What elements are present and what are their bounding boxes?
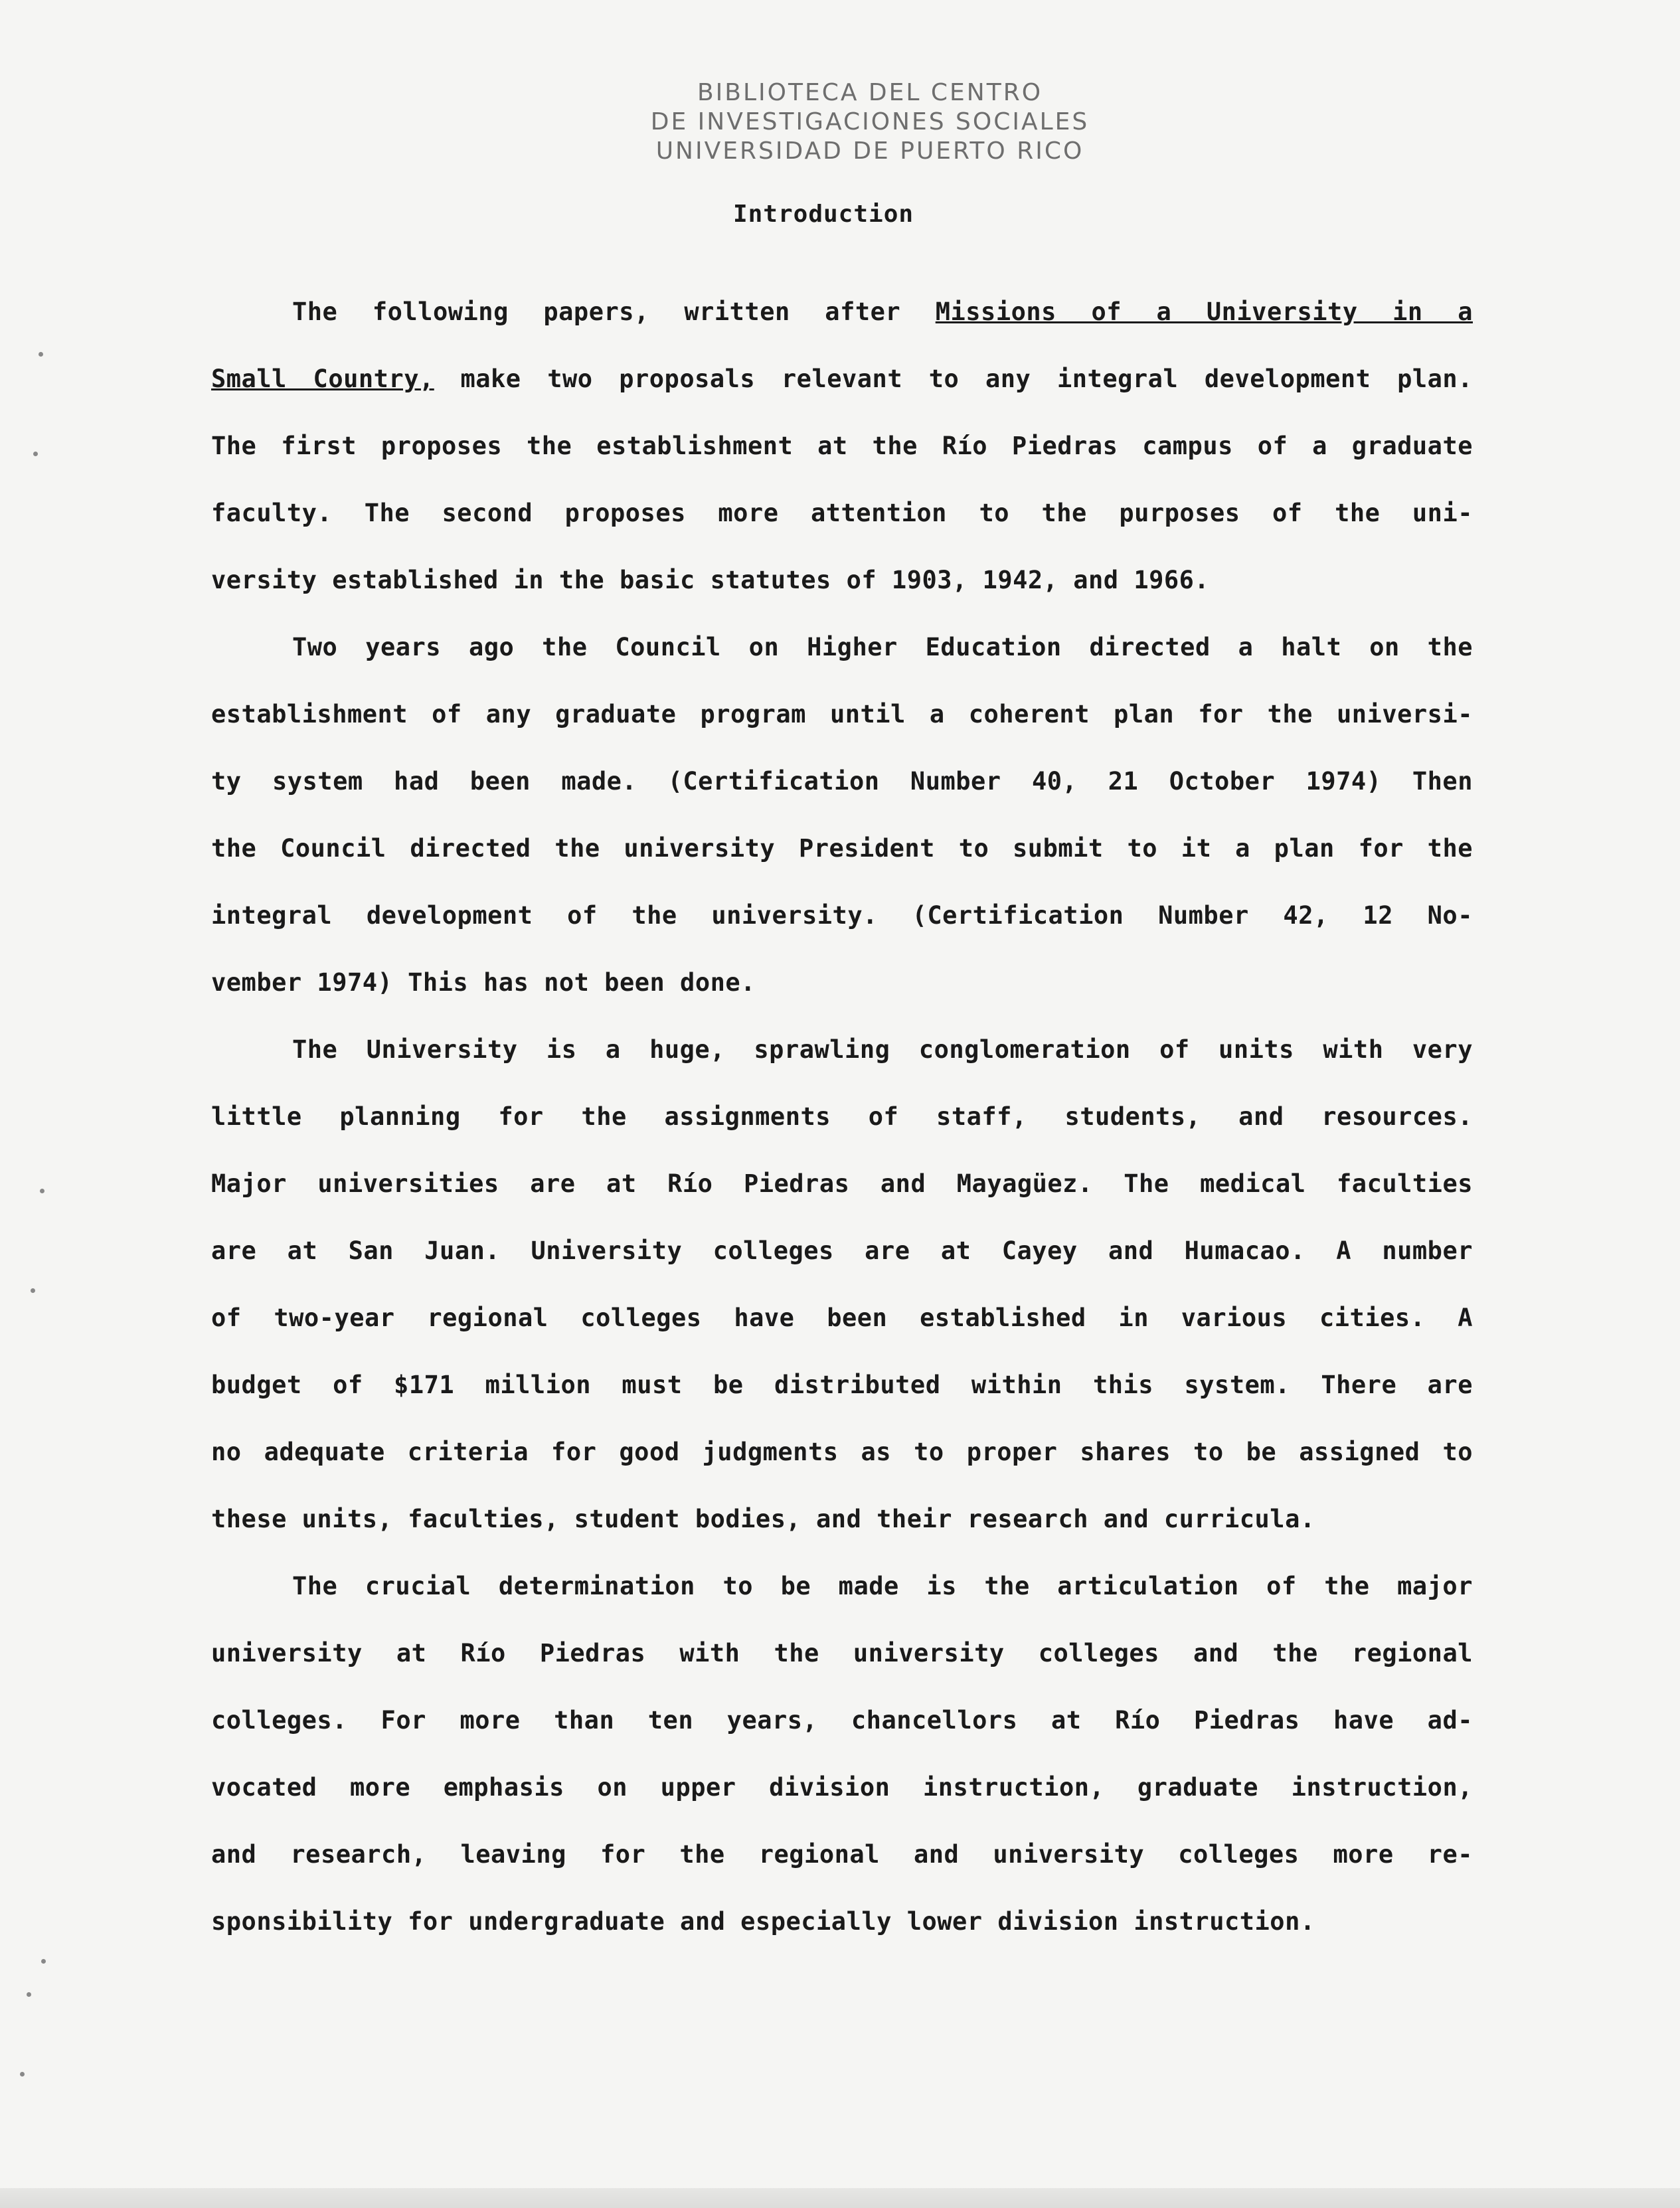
text-line (211, 1302, 1473, 1369)
scan-speck (31, 1288, 35, 1293)
text-line (211, 363, 1473, 430)
scan-speck (40, 1189, 44, 1193)
text-line (211, 1234, 1473, 1302)
text-line (211, 1771, 1473, 1838)
text-segment: colleges. For more than ten years, chancellors at Río Piedras have ad- (211, 1706, 1473, 1735)
underlined-title-text: Small Country, (211, 365, 434, 393)
text-line (211, 296, 1473, 363)
text-segment: and research, leaving for the regional and university colleges more re- (211, 1840, 1473, 1869)
text-segment: sponsibility for undergraduate and especially lower division instruction. (211, 1907, 1315, 1936)
text-segment: ty system had been made. (Certification Number 40, 21 October 1974) Then (211, 767, 1473, 796)
text-segment: university at Río Piedras with the university colleges and the regional (211, 1639, 1473, 1667)
text-segment: Major universities are at Río Piedras and Mayagüez. The medical faculties (211, 1169, 1473, 1198)
scan-speck (27, 1992, 31, 1997)
text-segment: The University is a huge, sprawling conglomeration of units with very (292, 1035, 1473, 1064)
text-line (211, 1100, 1473, 1167)
text-segment: Two years ago the Council on Higher Education directed a halt on the (292, 633, 1473, 661)
underlined-title-text: Missions of a University in a (935, 297, 1473, 326)
text-line (211, 497, 1473, 564)
text-segment: make two proposals relevant to any integral development plan. (434, 365, 1473, 393)
text-segment: versity established in the basic statutes of 1903, 1942, and 1966. (211, 566, 1210, 594)
stamp-line-2: DE INVESTIGACIONES SOCIALES (650, 108, 1090, 135)
text-segment: no adequate criteria for good judgments as to proper shares to be assigned to (211, 1438, 1473, 1466)
text-line (211, 1570, 1473, 1637)
stamp-line-1: BIBLIOTECA DEL CENTRO (697, 79, 1043, 106)
text-line (211, 966, 1473, 1033)
text-segment: integral development of the university. (Certification Number 42, 12 No- (211, 901, 1473, 930)
text-line (211, 1503, 1473, 1570)
text-line (211, 564, 1473, 631)
scan-speck (41, 1959, 46, 1964)
text-segment: The first proposes the establishment at the Río Piedras campus of a graduate (211, 432, 1473, 460)
text-segment: these units, faculties, student bodies, and their research and curricula. (211, 1505, 1315, 1533)
text-line (211, 1436, 1473, 1503)
text-line (211, 765, 1473, 832)
text-segment: faculty. The second proposes more attention to the purposes of the uni- (211, 499, 1473, 527)
scan-speck (39, 352, 43, 357)
text-line (211, 1838, 1473, 1905)
text-line (211, 899, 1473, 966)
text-line (211, 1033, 1473, 1100)
text-segment: the Council directed the university President to submit to it a plan for the (211, 834, 1473, 863)
text-line (211, 832, 1473, 899)
text-segment: establishment of any graduate program until a coherent plan for the universi- (211, 700, 1473, 728)
text-line (211, 1704, 1473, 1771)
text-segment: vocated more emphasis on upper division instruction, graduate instruction, (211, 1773, 1473, 1802)
text-segment: The following papers, written after (292, 297, 936, 326)
text-line (211, 1905, 1473, 1972)
text-line (211, 631, 1473, 698)
text-line (211, 1167, 1473, 1234)
text-segment: are at San Juan. University colleges are at Cayey and Humacao. A number (211, 1236, 1473, 1265)
text-segment: of two-year regional colleges have been established in various cities. A (211, 1304, 1473, 1332)
text-segment: little planning for the assignments of staff, students, and resources. (211, 1102, 1473, 1131)
text-line (211, 1637, 1473, 1704)
stamp-line-3: UNIVERSIDAD DE PUERTO RICO (655, 137, 1084, 165)
text-segment: vember 1974) This has not been done. (211, 968, 756, 997)
scan-speck (20, 2072, 25, 2077)
text-line (211, 430, 1473, 497)
text-segment: budget of $171 million must be distributed within this system. There are (211, 1371, 1473, 1399)
text-line (211, 1369, 1473, 1436)
page-title: Introduction (732, 201, 914, 228)
text-line (211, 698, 1473, 765)
library-stamp (531, 78, 1209, 166)
scan-speck (33, 452, 38, 456)
scan-bottom-edge (0, 2188, 1680, 2208)
text-segment: The crucial determination to be made is the articulation of the major (292, 1572, 1473, 1600)
document-body (211, 296, 1473, 1972)
